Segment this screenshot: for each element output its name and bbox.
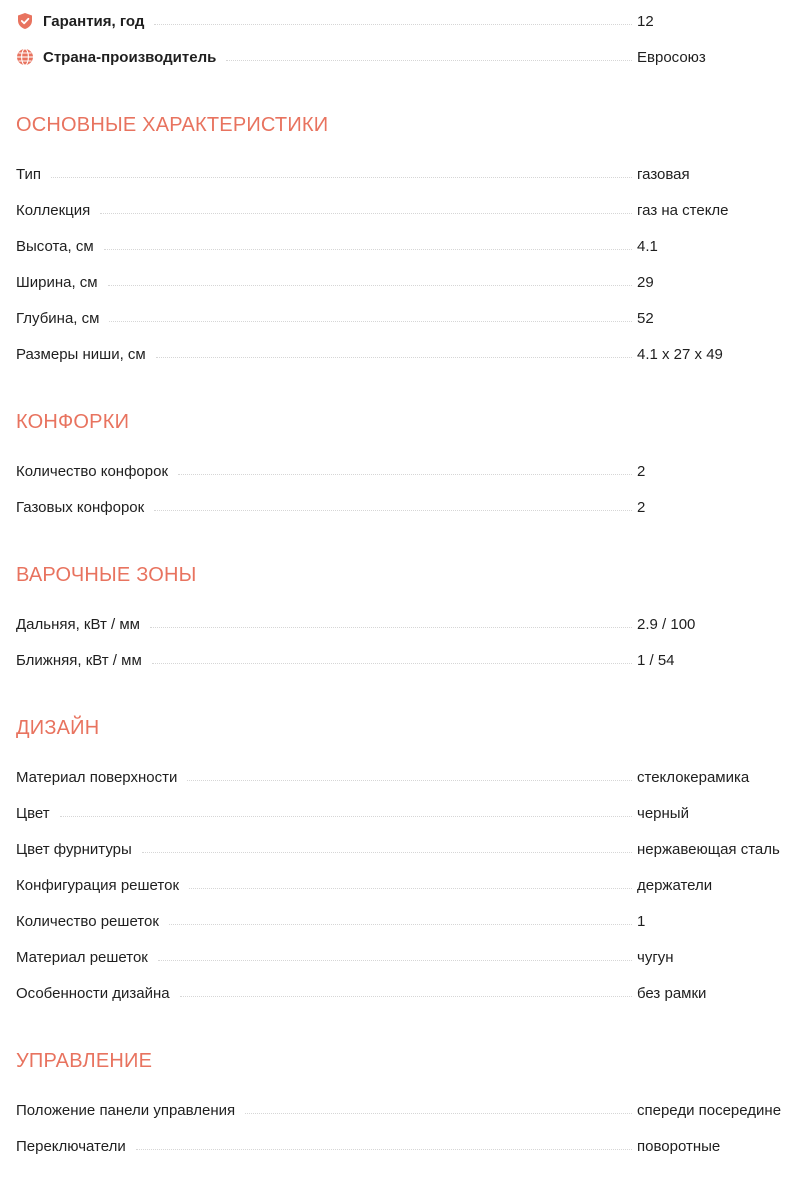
spec-label: Количество конфорок [16,462,169,480]
spec-label: Глубина, см [16,309,100,327]
spec-value: поворотные [637,1137,721,1155]
dotted-leader [142,852,632,853]
spec-row [16,939,802,975]
dotted-leader [136,1149,632,1150]
spec-label: Материал поверхности [16,768,178,786]
section-title-design: ДИЗАЙН [16,717,100,739]
spec-row [16,867,802,903]
spec-value: 2 [637,462,646,480]
dotted-leader [152,663,632,664]
section-title-cooking-zones: ВАРОЧНЫЕ ЗОНЫ [16,564,197,586]
spec-row [16,975,802,1011]
spec-label: Дальняя, кВт / мм [16,615,140,633]
dotted-leader [169,924,632,925]
spec-row-warranty [16,3,802,39]
spec-row [16,453,802,489]
dotted-leader [156,357,632,358]
dotted-leader [150,627,632,628]
spec-label: Размеры ниши, см [16,345,146,363]
spec-label: Тип [16,165,42,183]
spec-label: Ближняя, кВт / мм [16,651,142,669]
spec-value: спереди посередине [637,1101,782,1119]
spec-value: 29 [637,273,654,291]
spec-label: Гарантия, год [43,12,145,30]
spec-row [16,156,802,192]
spec-label: Цвет [16,804,50,822]
spec-row [16,300,802,336]
dotted-leader [226,60,632,61]
spec-value: 1 [637,912,646,930]
spec-value: держатели [637,876,713,894]
spec-label: Газовых конфорок [16,498,145,516]
spec-row [16,903,802,939]
spec-row [16,192,802,228]
spec-value: газовая [637,165,690,183]
spec-row [16,336,802,372]
section-title-controls: УПРАВЛЕНИЕ [16,1050,153,1072]
spec-row [16,759,802,795]
dotted-leader [154,510,632,511]
spec-row [16,1092,802,1128]
spec-label: Положение панели управления [16,1101,236,1119]
spec-label: Особенности дизайна [16,984,170,1002]
spec-value: Евросоюз [637,48,706,66]
spec-value: 4.1 x 27 x 49 [637,345,723,363]
spec-value: нержавеющая сталь [637,840,780,858]
shield-check-icon [16,12,34,30]
dotted-leader [180,996,632,997]
spec-row [16,831,802,867]
spec-value: 52 [637,309,654,327]
section-title-burners: КОНФОРКИ [16,411,130,433]
spec-label: Переключатели [16,1137,126,1155]
dotted-leader [187,780,632,781]
spec-label: Страна-производитель [43,48,217,66]
spec-row-country [16,39,802,75]
spec-row [16,228,802,264]
dotted-leader [100,213,632,214]
dotted-leader [245,1113,632,1114]
spec-value: стеклокерамика [637,768,750,786]
spec-value: 2 [637,498,646,516]
spec-value: черный [637,804,689,822]
spec-label: Коллекция [16,201,91,219]
dotted-leader [109,321,632,322]
spec-value: 1 / 54 [637,651,675,669]
spec-value: чугун [637,948,674,966]
globe-icon [16,48,34,66]
dotted-leader [51,177,632,178]
spec-value: 4.1 [637,237,658,255]
spec-row [16,1128,802,1164]
spec-label: Материал решеток [16,948,148,966]
spec-label: Количество решеток [16,912,159,930]
dotted-leader [60,816,632,817]
section-title-main: ОСНОВНЫЕ ХАРАКТЕРИСТИКИ [16,114,329,136]
spec-row [16,264,802,300]
dotted-leader [104,249,632,250]
spec-row [16,642,802,678]
dotted-leader [158,960,632,961]
spec-value: газ на стекле [637,201,729,219]
dotted-leader [154,24,632,25]
spec-value: 2.9 / 100 [637,615,696,633]
spec-value: 12 [637,12,654,30]
spec-value: без рамки [637,984,707,1002]
dotted-leader [108,285,632,286]
spec-row [16,606,802,642]
spec-row [16,489,802,525]
spec-label: Конфигурация решеток [16,876,180,894]
spec-label: Цвет фурнитуры [16,840,132,858]
spec-label: Ширина, см [16,273,98,291]
spec-label: Высота, см [16,237,94,255]
spec-row [16,795,802,831]
dotted-leader [189,888,632,889]
dotted-leader [178,474,632,475]
